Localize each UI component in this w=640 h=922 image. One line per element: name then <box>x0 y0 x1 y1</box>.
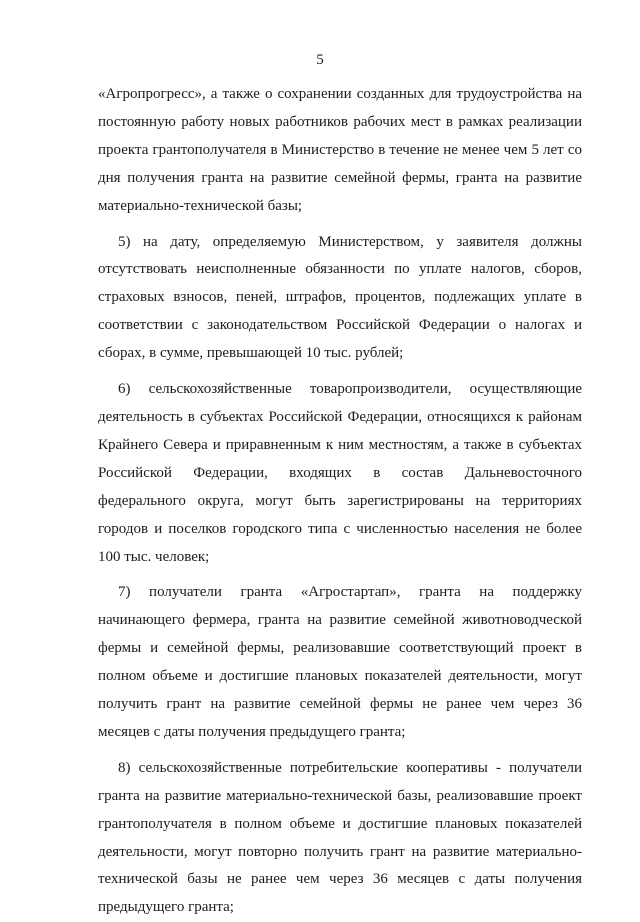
paragraph-item-8: 8) сельскохозяйственные потребительские кооперативы - получатели гранта на развитие материально-технической базы, реализовавшие проект грантополучателя в полном объеме и достигшие плановых показателей деятельности, могут повторно получить грант на развитие материально-технической базы не ранее чем через 36 месяцев с даты получения предыдущего гранта; <box>98 759 582 916</box>
paragraph-continuation: «Агропрогресс», а также о сохранении созданных для трудоустройства на постоянную работу новых работников рабочих мест в рамках реализации проекта грантополучателя в Министерство в течение не менее чем 5 лет со дня получения гранта на развитие семейной фермы, гранта на развитие материально-технической базы; <box>98 86 582 214</box>
paragraph-item-5: 5) на дату, определяемую Министерством, у заявителя должны отсутствовать неисполненные обязанности по уплате налогов, сборов, страховых взносов, пеней, штрафов, процентов, подлежащих уплате в соответствии с законодательством Российской Федерации о налогах и сборах, в сумме, превышающей 10 тыс. рублей; <box>98 233 582 362</box>
paragraph-item-7: 7) получатели гранта «Агростартап», гранта на поддержку начинающего фермера, гранта на развитие семейной животноводческой фермы и семейной фермы, реализовавшие соответствующий проект в полном объеме и достигшие плановых показателей деятельности, могут получить грант на развитие семейной фермы не ранее чем через 36 месяцев с даты получения предыдущего гранта; <box>98 584 582 740</box>
page-number: 5 <box>316 52 324 68</box>
document-body <box>98 81 582 922</box>
paragraph-item-6: 6) сельскохозяйственные товаропроизводители, осуществляющие деятельность в субъектах Российской Федерации, относящихся к районам Крайнего Севера и приравненным к ним местностям, а также в субъектах Российской Федерации, входящих в состав Дальневосточного федерального округа, могут быть зарегистрированы на территориях городов и поселков городского типа с численностью населения не более 100 тыс. человек; <box>98 381 582 565</box>
